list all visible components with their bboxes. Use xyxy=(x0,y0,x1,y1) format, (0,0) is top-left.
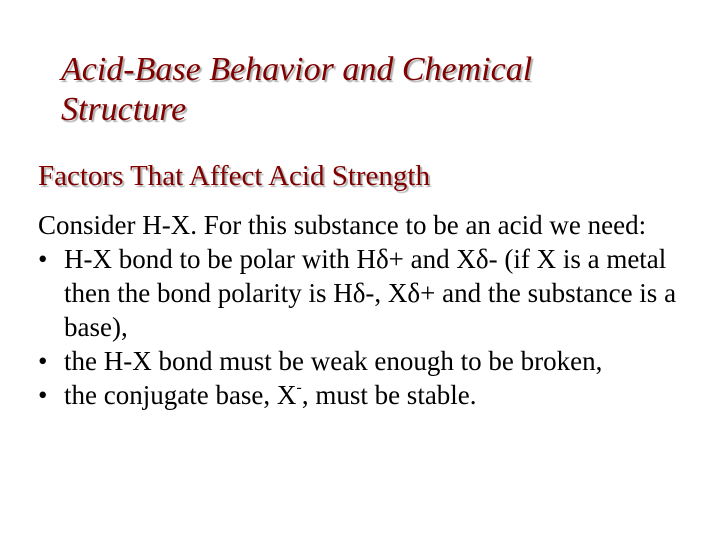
bullet-text: H-X bond to be polar with Hδ+ and Xδ- (if X is a metal then the bond polarity is Hδ-, Xδ+ and the substance is a base), xyxy=(64,244,677,342)
slide-body xyxy=(38,208,708,412)
bullet-list xyxy=(38,242,708,412)
bullet-text-before: the conjugate base, X xyxy=(64,380,297,410)
bullet-item-conjugate-base xyxy=(38,378,708,412)
bullet-item-weak-bond xyxy=(38,344,708,378)
charge-superscript: - xyxy=(296,377,302,396)
bullet-text: the H-X bond must be weak enough to be broken, xyxy=(64,346,603,376)
slide-title xyxy=(61,50,701,130)
bullet-icon: • xyxy=(38,244,48,274)
intro-paragraph: Consider H-X. For this substance to be an acid we need: xyxy=(38,210,647,240)
slide-title-line-1: Acid-Base Behavior and Chemical xyxy=(61,51,533,88)
slide-subtitle: Factors That Affect Acid Strength xyxy=(38,160,430,192)
bullet-text-after: , must be stable. xyxy=(301,380,477,410)
bullet-icon: • xyxy=(38,380,48,410)
bullet-icon: • xyxy=(38,346,48,376)
bullet-item-polar-bond xyxy=(38,242,708,344)
slide-title-line-2: Structure xyxy=(61,91,187,128)
